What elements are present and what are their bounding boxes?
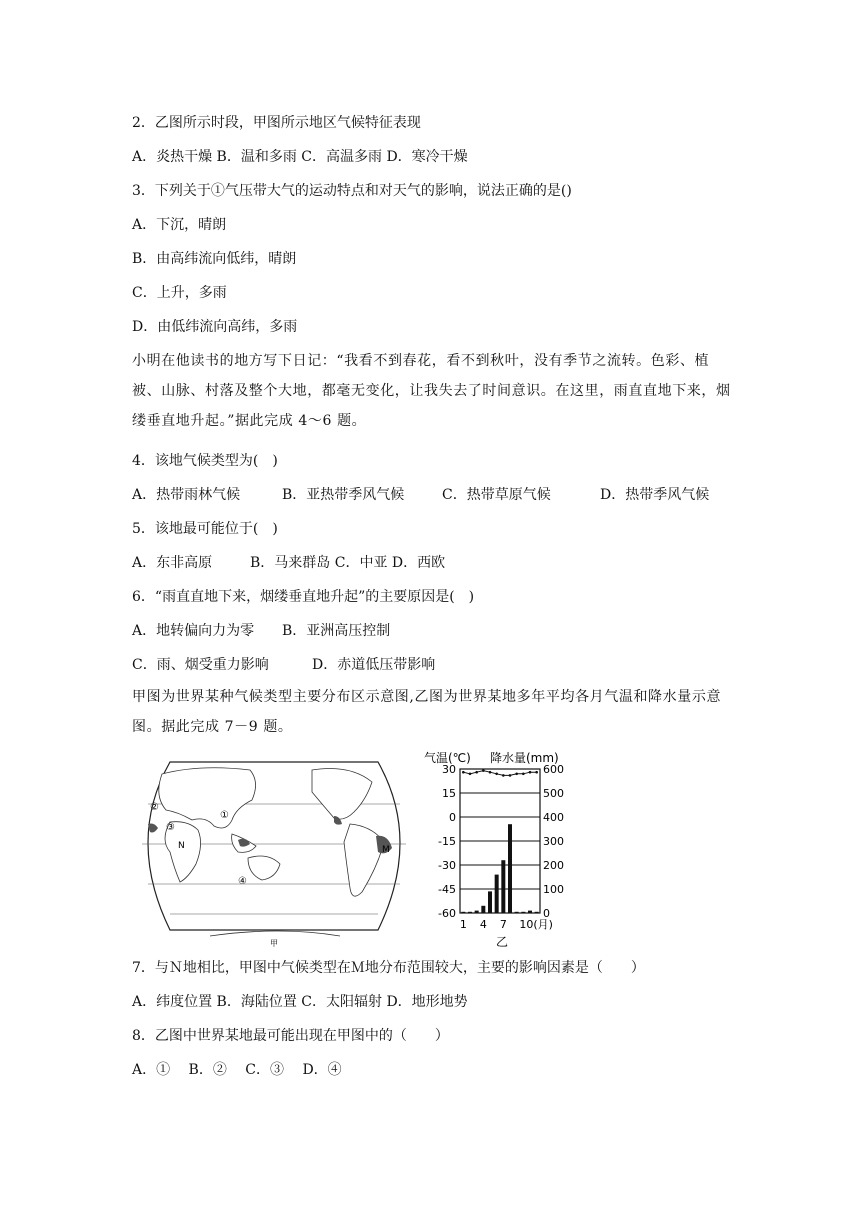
temperature-point [482, 769, 485, 772]
map-marker-4: ④ [238, 876, 247, 887]
precipitation-bar [468, 912, 472, 913]
map-label-n: N [178, 841, 185, 851]
q6-stem: 6．“雨直直地下来，烟缕垂直地升起”的主要原因是( ) [132, 589, 475, 605]
q5-stem: 5．该地最可能位于( ) [132, 521, 278, 537]
climate-chart [420, 748, 570, 948]
temperature-point [515, 773, 518, 776]
q7-options: A．纬度位置 B．海陆位置 C．太阳辐射 D．地形地势 [132, 994, 468, 1010]
temperature-point [529, 771, 532, 774]
map-marker-3: ③ [166, 822, 175, 833]
q4-option-c: C．热带草原气候 [442, 487, 551, 503]
q7-stem: 7．与Ｎ地相比，甲图中气候类型在Ｍ地分布范围较大，主要的影响因素是（ ） [132, 960, 645, 976]
map-caption: 甲 [270, 939, 278, 948]
chart-left-tick: -30 [438, 859, 456, 872]
chart-left-tick: -15 [438, 835, 456, 848]
chart-right-axis-label: 降水量(mm) [490, 751, 559, 765]
chart-right-tick: 600 [543, 763, 564, 776]
q6-options-2 [132, 655, 435, 675]
temperature-point [495, 773, 498, 776]
precipitation-bar [475, 911, 479, 913]
temperature-point [475, 771, 478, 774]
chart-left-tick: 30 [442, 763, 456, 776]
q6-option-d: D．赤道低压带影响 [312, 657, 436, 673]
q5-option-bcd: B．马来群岛 C．中亚 D．西欧 [250, 555, 446, 571]
map-marker-2: ② [150, 802, 159, 813]
precipitation-bar [521, 912, 525, 913]
q3-option-c: C．上升，多雨 [132, 285, 227, 301]
q3-option-d: D．由低纬流向高纬，多雨 [132, 319, 298, 335]
temperature-point [522, 773, 525, 776]
world-climate-map [140, 752, 408, 948]
temperature-point [469, 773, 472, 776]
q6-option-b: B．亚洲高压控制 [282, 623, 391, 639]
q4-option-b: B．亚热带季风气候 [282, 487, 405, 503]
chart-x-tick: 10(月) [519, 918, 553, 931]
q5-options [132, 553, 445, 573]
q6-options-1 [132, 621, 390, 641]
chart-right-tick: 500 [543, 787, 564, 800]
chart-right-tick: 400 [543, 811, 564, 824]
q3-option-b: B．由高纬流向低纬，晴朗 [132, 251, 297, 267]
q2-stem: 2．乙图所示时段，甲图所示地区气候特征表现 [132, 115, 421, 131]
chart-left-tick: 0 [449, 811, 456, 824]
precipitation-bar [481, 906, 485, 913]
chart-right-tick: 0 [543, 907, 550, 920]
q4-option-a: A．热带雨林气候 [132, 487, 241, 503]
temperature-point [502, 774, 505, 777]
chart-right-tick: 200 [543, 859, 564, 872]
chart-left-tick: -60 [438, 907, 456, 920]
precipitation-bar [501, 860, 505, 913]
q6-option-c: C．雨、烟受重力影响 [132, 657, 269, 673]
precipitation-bar [495, 875, 499, 913]
temperature-point [489, 771, 492, 774]
chart-x-tick: 4 [479, 918, 487, 931]
q2-options: A．炎热干燥 B．温和多雨 C．高温多雨 D．寒冷干燥 [132, 149, 468, 165]
passage-diary: 小明在他读书的地方写下日记：“我看不到春花，看不到秋叶，没有季节之流转。色彩、植被、山脉、村落及整个大地，都毫无变化，让我失去了时间意识。在这里，雨直直地下来，烟缕垂直地升起。”据此完成 4～6 题。 [132, 353, 731, 429]
precipitation-bar [508, 824, 512, 913]
q4-options [132, 485, 709, 505]
temperature-line [463, 771, 536, 776]
precipitation-bar [515, 912, 519, 913]
temperature-point [462, 771, 465, 774]
q4-stem: 4．该地气候类型为( ) [132, 453, 278, 469]
precipitation-bar [488, 891, 492, 913]
q6-option-a: A．地转偏向力为零 [132, 623, 255, 639]
q5-option-a: A．东非高原 [132, 555, 213, 571]
chart-x-tick: 7 [499, 918, 507, 931]
chart-right-tick: 300 [543, 835, 564, 848]
q4-option-d: D．热带季风气候 [600, 487, 710, 503]
precipitation-bar [528, 911, 532, 913]
chart-left-tick: 15 [442, 787, 456, 800]
map-label-m: M [382, 845, 390, 855]
temperature-point [535, 771, 538, 774]
precipitation-bar [535, 912, 539, 913]
chart-x-tick: 1 [459, 918, 467, 931]
q8-stem: 8．乙图中世界某地最可能出现在甲图中的（ ） [132, 1028, 449, 1044]
q3-option-a: A．下沉，晴朗 [132, 217, 227, 233]
map-marker-1: ① [220, 810, 229, 821]
chart-right-tick: 100 [543, 883, 564, 896]
chart-left-tick: -45 [438, 883, 456, 896]
q8-options: A．① B．② C．③ D．④ [132, 1062, 342, 1078]
temperature-point [509, 774, 512, 777]
passage-figures: 甲图为世界某种气候类型主要分布区示意图,乙图为世界某地多年平均各月气温和降水量示意图。据此完成 7－9 题。 [132, 689, 722, 735]
chart-caption: 乙 [495, 935, 509, 948]
precipitation-bar [461, 912, 465, 913]
chart-left-axis-label: 气温(℃) [424, 751, 471, 765]
q3-stem: 3．下列关于①气压带大气的运动特点和对天气的影响，说法正确的是() [132, 183, 572, 199]
